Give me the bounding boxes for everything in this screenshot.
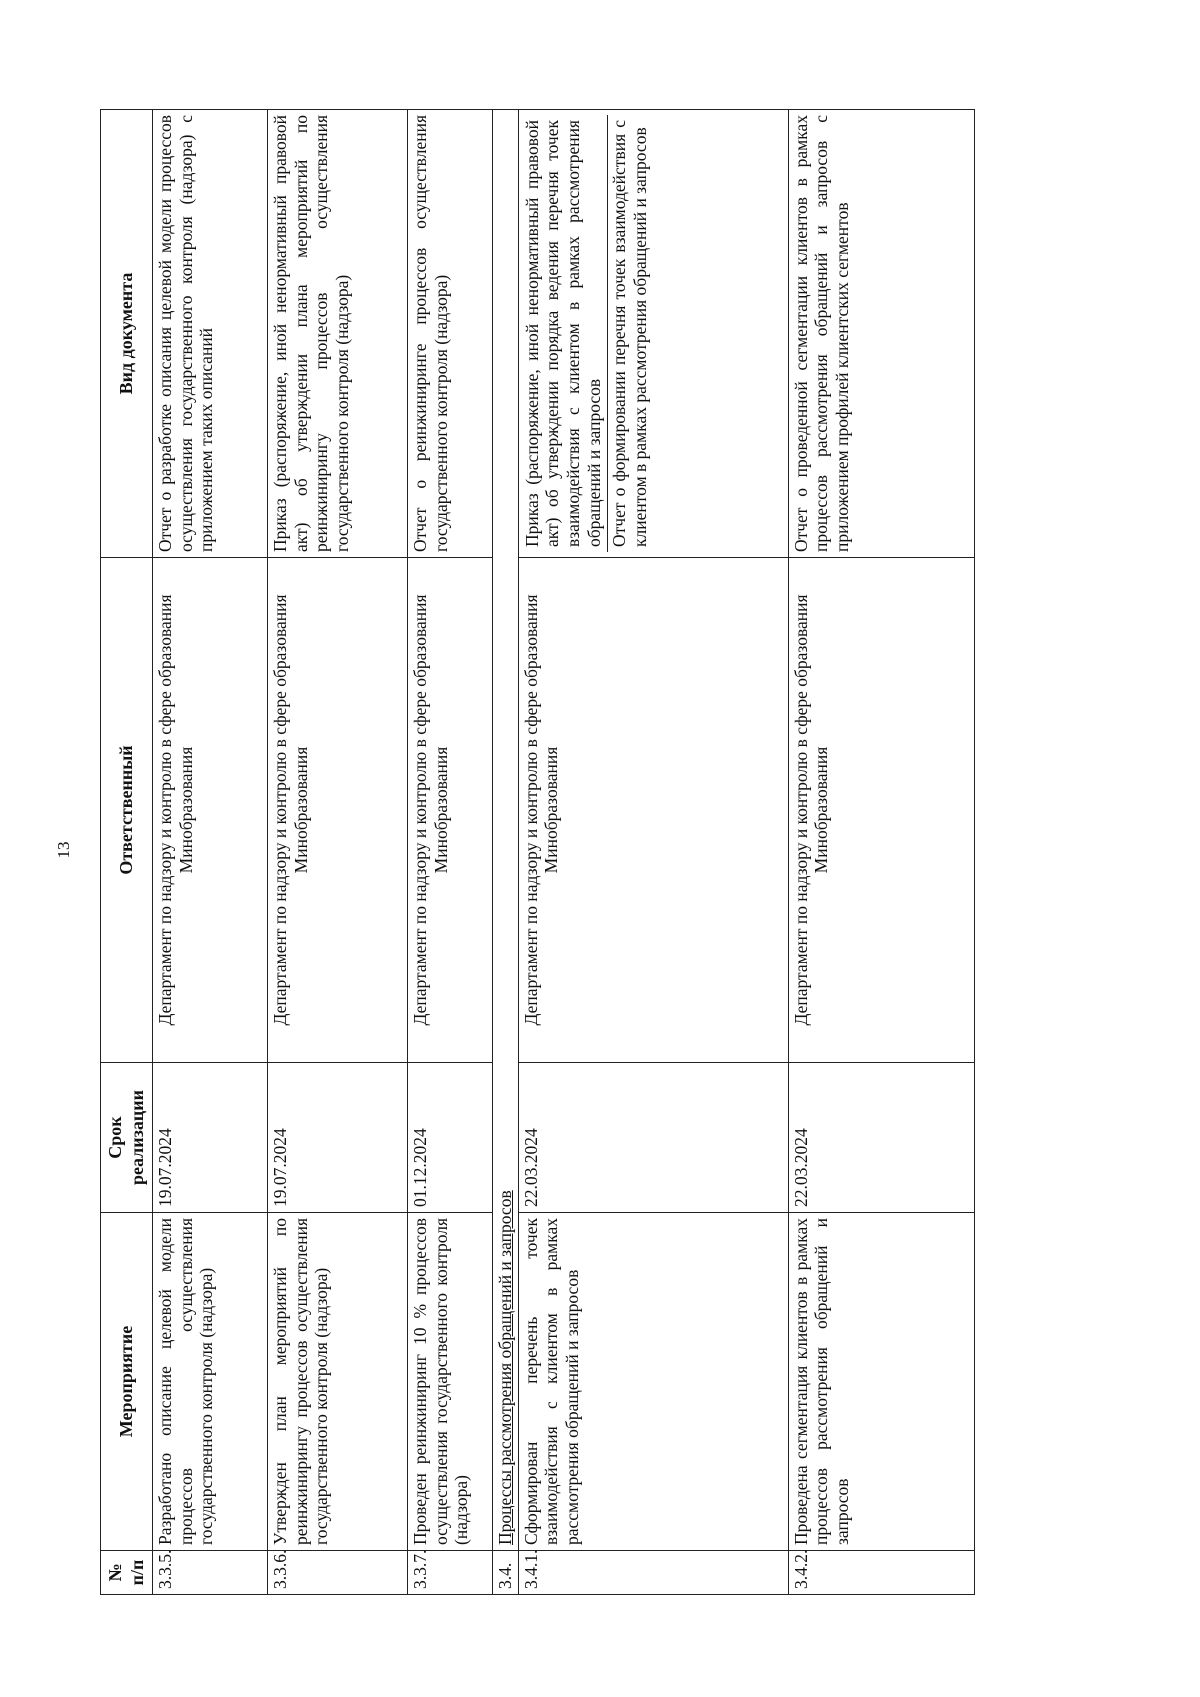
header-number: № п/п	[101, 1551, 153, 1595]
row-deadline: 22.03.2024	[788, 1063, 974, 1213]
row-document-order: Приказ (распоряжение, иной ненормативный правовой акт) об утверждении порядка ведения перечня точек взаимодействия с клиентом в рамках рассмотрения обращений и запросов	[521, 120, 604, 547]
header-document-type: Вид документа	[101, 110, 153, 558]
row-document-split	[518, 110, 788, 558]
row-responsible: Департамент по надзору и контролю в сфере образования Минобразования	[153, 558, 268, 1063]
table-row	[268, 110, 408, 1595]
row-deadline: 19.07.2024	[153, 1063, 268, 1213]
row-number: 3.4.1.	[518, 1551, 788, 1595]
row-deadline: 01.12.2024	[408, 1063, 493, 1213]
row-number: 3.3.5.	[153, 1551, 268, 1595]
row-event: Разработано описание целевой модели процессов осуществления государственного контроля (надзора)	[153, 1213, 268, 1551]
header-deadline: Срок реализации	[101, 1063, 153, 1213]
table-row	[408, 110, 493, 1595]
rotated-table-container	[100, 110, 975, 1595]
header-event: Мероприятие	[101, 1213, 153, 1551]
row-document: Отчет о проведенной сегментации клиентов в рамках процессов рассмотрения обращений и запросов с приложением профилей клиентских сегментов	[788, 110, 974, 558]
row-document: Приказ (распоряжение, иной ненормативный правовой акт) об утверждении плана мероприятий по реинжинирингу процессов осуществления государственного контроля (надзора)	[268, 110, 408, 558]
table-row	[153, 110, 268, 1595]
table-header-row	[101, 110, 153, 1595]
section-title-cell	[493, 110, 519, 1551]
section-title: Процессы рассмотрения обращений и запросов	[495, 1190, 515, 1545]
row-number: 3.4.2.	[788, 1551, 974, 1595]
row-deadline: 19.07.2024	[268, 1063, 408, 1213]
table-row	[788, 110, 974, 1595]
header-responsible: Ответственный	[101, 558, 153, 1063]
row-event: Проведен реинжиниринг 10 % процессов осуществления государственного контроля (надзора)	[408, 1213, 493, 1551]
section-number: 3.4.	[493, 1551, 519, 1595]
row-number: 3.3.6.	[268, 1551, 408, 1595]
row-responsible: Департамент по надзору и контролю в сфере образования Минобразования	[518, 558, 788, 1063]
row-document-report: Отчет о формировании перечня точек взаимодействия с клиентом в рамках рассмотрения обращений и запросов	[607, 115, 653, 552]
section-row	[493, 110, 519, 1595]
row-event: Сформирован перечень точек взаимодействия с клиентом в рамках рассмотрения обращений и запросов	[518, 1213, 788, 1551]
row-responsible: Департамент по надзору и контролю в сфере образования Минобразования	[408, 558, 493, 1063]
row-event: Утвержден план мероприятий по реинжинирингу процессов осуществления государственного контроля (надзора)	[268, 1213, 408, 1551]
row-document: Отчет о разработке описания целевой модели процессов осуществления государственного контроля (надзора) с приложением таких описаний	[153, 110, 268, 558]
row-event: Проведена сегментация клиентов в рамках процессов рассмотрения обращений и запросов	[788, 1213, 974, 1551]
page-number: 13	[54, 841, 73, 859]
row-document: Отчет о реинжиниринге процессов осуществления государственного контроля (надзора)	[408, 110, 493, 558]
activities-table	[100, 109, 975, 1595]
row-number: 3.3.7.	[408, 1551, 493, 1595]
row-responsible: Департамент по надзору и контролю в сфере образования Минобразования	[268, 558, 408, 1063]
row-deadline: 22.03.2024	[518, 1063, 788, 1213]
table-row	[518, 110, 788, 1595]
row-responsible: Департамент по надзору и контролю в сфере образования Минобразования	[788, 558, 974, 1063]
